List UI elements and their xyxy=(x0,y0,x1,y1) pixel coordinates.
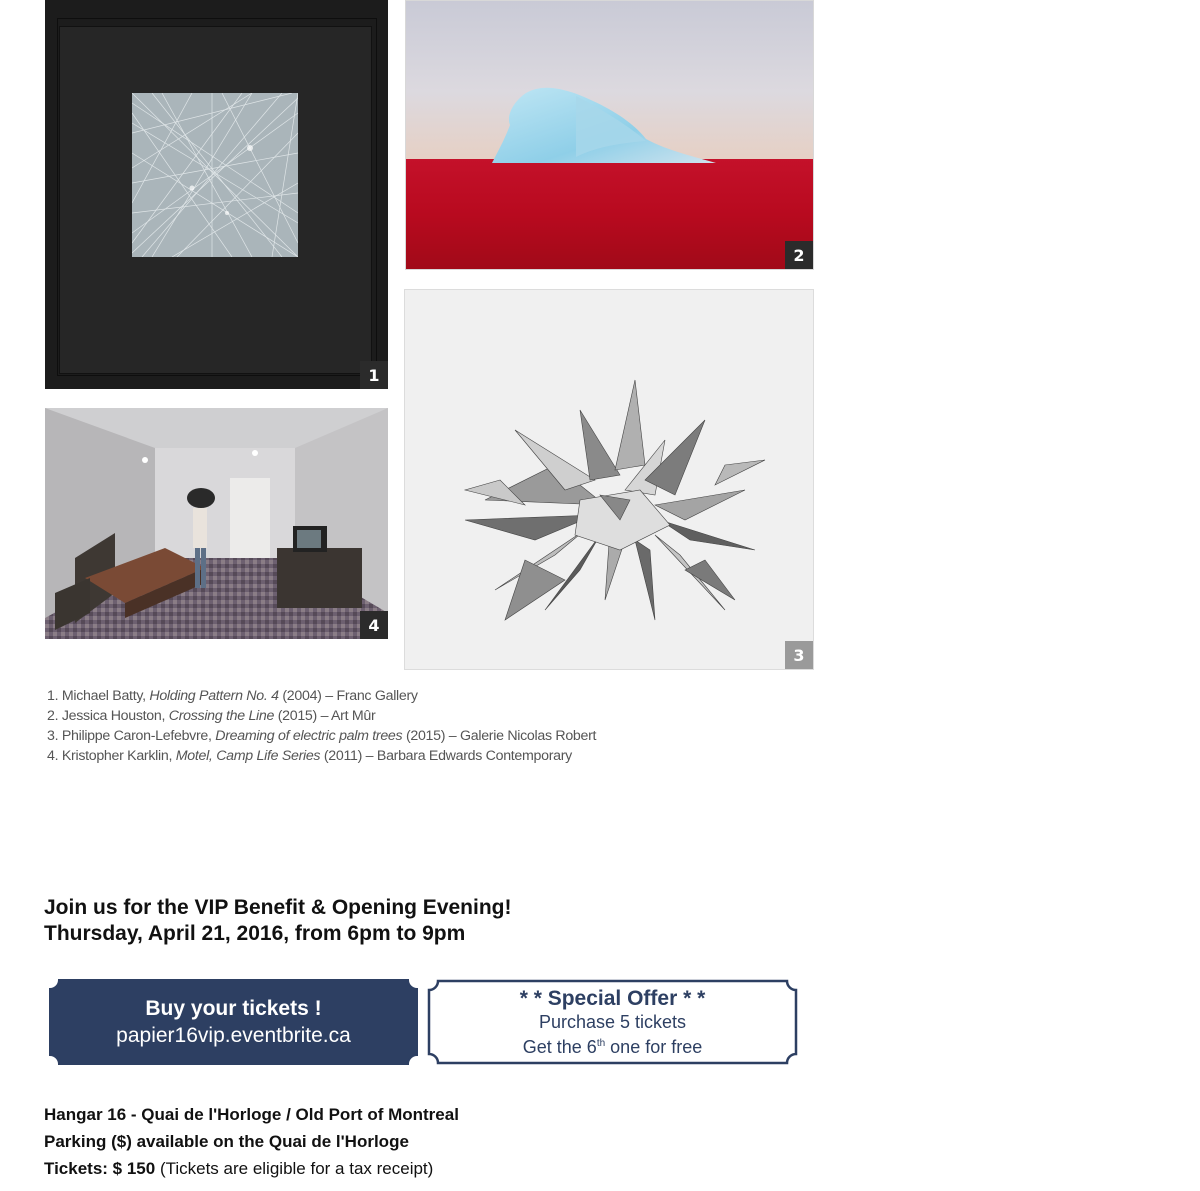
special-offer-line-1: Purchase 5 tickets xyxy=(538,1011,687,1032)
buy-tickets-label: Buy your tickets ! xyxy=(145,997,322,1020)
artwork-3-number-badge: 3 xyxy=(785,641,813,669)
artwork-2-number-badge: 2 xyxy=(785,241,813,269)
artwork-4-number-badge: 4 xyxy=(360,611,388,639)
credit-item-2: 2. Jessica Houston, Crossing the Line (2015) – Art Mûr xyxy=(47,708,376,724)
artwork-1-number-badge: 1 xyxy=(360,361,388,389)
credit-item-3: 3. Philippe Caron-Lefebvre, Dreaming of electric palm trees (2015) – Galerie Nicolas Robert xyxy=(47,728,597,744)
event-headline xyxy=(44,895,512,947)
tax-receipt-note: (Tickets are eligible for a tax receipt) xyxy=(155,1159,434,1178)
credit-item-4: 4. Kristopher Karklin, Motel, Camp Life Series (2011) – Barbara Edwards Contemporary xyxy=(47,748,572,764)
artwork-2-image xyxy=(405,0,814,270)
special-offer-box xyxy=(427,979,798,1065)
event-title: Join us for the VIP Benefit & Opening Evening! xyxy=(44,896,512,919)
buy-tickets-url: papier16vip.eventbrite.ca xyxy=(116,1024,351,1047)
venue-address: Hangar 16 - Quai de l'Horloge / Old Port of Montreal xyxy=(44,1105,459,1124)
event-date: Thursday, April 21, 2016, from 6pm to 9pm xyxy=(44,922,466,945)
artwork-4-image xyxy=(45,408,388,639)
special-offer-line-2: Get the 6th one for free xyxy=(522,1036,703,1057)
buy-tickets-button[interactable] xyxy=(49,979,418,1065)
artwork-3-image xyxy=(404,289,814,670)
credit-item-1: 1. Michael Batty, Holding Pattern No. 4 (2004) – Franc Gallery xyxy=(47,688,418,704)
venue-info xyxy=(44,1101,459,1182)
parking-info: Parking ($) available on the Quai de l'Horloge xyxy=(44,1132,409,1151)
artwork-1-image xyxy=(45,0,388,389)
artwork-1-print xyxy=(132,93,298,257)
ticket-price-line xyxy=(44,1155,459,1182)
ticket-price: Tickets: $ 150 xyxy=(44,1159,156,1178)
artwork-credits-list xyxy=(47,686,596,766)
special-offer-title: * * Special Offer * * xyxy=(519,986,706,1010)
